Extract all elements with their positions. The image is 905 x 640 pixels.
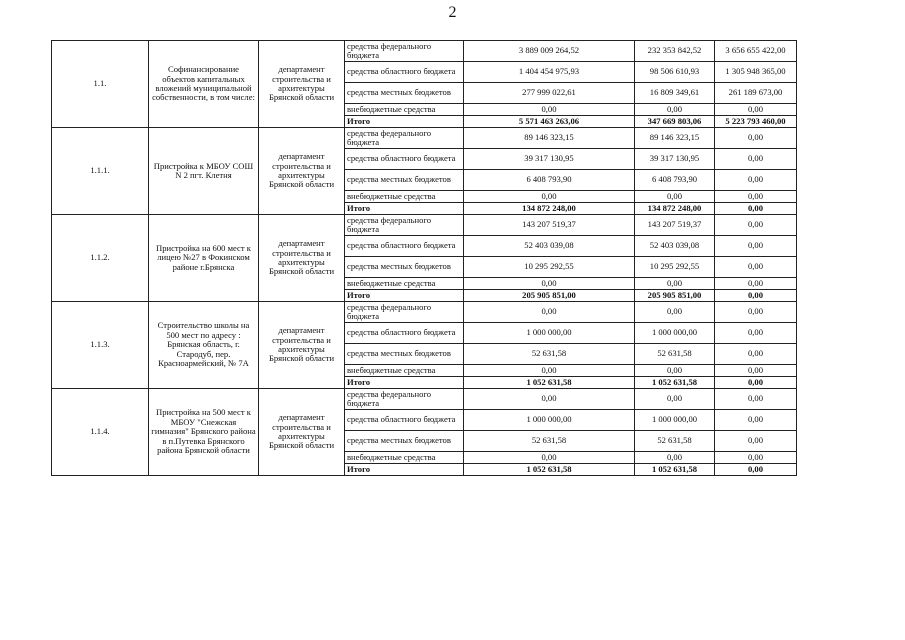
item-number: 1.1.2. [52, 215, 149, 302]
amount-year-2: 0,00 [715, 302, 797, 323]
item-number: 1.1.3. [52, 302, 149, 389]
funding-source-label: средства областного бюджета [345, 410, 464, 431]
amount-year-1: 0,00 [635, 389, 715, 410]
total-amount: 52 403 039,08 [464, 236, 635, 257]
federal-budget-row [52, 41, 797, 62]
amount-year-1: 0,00 [635, 104, 715, 116]
funding-source-label: средства областного бюджета [345, 149, 464, 170]
amount-year-2: 5 223 793 460,00 [715, 116, 797, 128]
amount-year-1: 89 146 323,15 [635, 128, 715, 149]
total-amount: 0,00 [464, 452, 635, 464]
amount-year-2: 0,00 [715, 410, 797, 431]
funding-source-label: внебюджетные средства [345, 278, 464, 290]
amount-year-2: 0,00 [715, 431, 797, 452]
total-amount: 39 317 130,95 [464, 149, 635, 170]
amount-year-2: 3 656 655 422,00 [715, 41, 797, 62]
amount-year-1: 1 052 631,58 [635, 377, 715, 389]
funding-source-label: внебюджетные средства [345, 365, 464, 377]
amount-year-2: 0,00 [715, 149, 797, 170]
funding-source-label: Итого [345, 464, 464, 476]
funding-source-label: средства федерального бюджета [345, 41, 464, 62]
amount-year-1: 1 000 000,00 [635, 410, 715, 431]
item-number: 1.1.1. [52, 128, 149, 215]
amount-year-2: 261 189 673,00 [715, 83, 797, 104]
amount-year-2: 0,00 [715, 215, 797, 236]
amount-year-2: 0,00 [715, 377, 797, 389]
funding-source-label: средства местных бюджетов [345, 257, 464, 278]
total-amount: 1 404 454 975,93 [464, 62, 635, 83]
funding-source-label: Итого [345, 203, 464, 215]
amount-year-1: 0,00 [635, 365, 715, 377]
funding-source-label: средства федерального бюджета [345, 128, 464, 149]
total-amount: 3 889 009 264,52 [464, 41, 635, 62]
amount-year-2: 0,00 [715, 323, 797, 344]
total-amount: 1 000 000,00 [464, 323, 635, 344]
item-name: Пристройка к МБОУ СОШ N 2 пгт. Клетня [149, 128, 259, 215]
budget-table-body [52, 41, 797, 476]
total-amount: 277 999 022,61 [464, 83, 635, 104]
item-name: Строительство школы на 500 мест по адресу : Брянская область, г. Стародуб, пер. Красноармейский, № 7А [149, 302, 259, 389]
total-amount: 52 631,58 [464, 344, 635, 365]
total-amount: 0,00 [464, 365, 635, 377]
funding-source-label: средства местных бюджетов [345, 344, 464, 365]
item-number: 1.1. [52, 41, 149, 128]
amount-year-1: 52 631,58 [635, 344, 715, 365]
page-number: 2 [448, 4, 457, 21]
amount-year-1: 16 809 349,61 [635, 83, 715, 104]
funding-source-label: средства федерального бюджета [345, 389, 464, 410]
item-department: департамент строительства и архитектуры Брянской области [259, 302, 345, 389]
amount-year-2: 0,00 [715, 365, 797, 377]
total-amount: 143 207 519,37 [464, 215, 635, 236]
amount-year-2: 0,00 [715, 191, 797, 203]
amount-year-2: 0,00 [715, 278, 797, 290]
federal-budget-row [52, 128, 797, 149]
funding-source-label: Итого [345, 116, 464, 128]
amount-year-2: 0,00 [715, 236, 797, 257]
amount-year-2: 0,00 [715, 128, 797, 149]
funding-source-label: средства местных бюджетов [345, 83, 464, 104]
funding-source-label: внебюджетные средства [345, 191, 464, 203]
item-department: департамент строительства и архитектуры Брянской области [259, 41, 345, 128]
amount-year-1: 0,00 [635, 191, 715, 203]
amount-year-1: 39 317 130,95 [635, 149, 715, 170]
amount-year-2: 0,00 [715, 203, 797, 215]
federal-budget-row [52, 302, 797, 323]
item-department: департамент строительства и архитектуры Брянской области [259, 128, 345, 215]
total-amount: 6 408 793,90 [464, 170, 635, 191]
amount-year-1: 1 000 000,00 [635, 323, 715, 344]
total-amount: 0,00 [464, 104, 635, 116]
funding-source-label: внебюджетные средства [345, 452, 464, 464]
total-amount: 205 905 851,00 [464, 290, 635, 302]
item-department: департамент строительства и архитектуры Брянской области [259, 389, 345, 476]
total-amount: 134 872 248,00 [464, 203, 635, 215]
total-amount: 5 571 463 263,06 [464, 116, 635, 128]
amount-year-2: 1 305 948 365,00 [715, 62, 797, 83]
funding-source-label: внебюджетные средства [345, 104, 464, 116]
amount-year-1: 0,00 [635, 452, 715, 464]
item-name: Пристройка на 500 мест к МБОУ "Снежская гимназия" Брянского района в п.Путевка Брянского района Брянской области [149, 389, 259, 476]
amount-year-2: 0,00 [715, 170, 797, 191]
total-amount: 1 000 000,00 [464, 410, 635, 431]
item-number: 1.1.4. [52, 389, 149, 476]
amount-year-2: 0,00 [715, 344, 797, 365]
amount-year-2: 0,00 [715, 452, 797, 464]
amount-year-1: 347 669 803,06 [635, 116, 715, 128]
funding-source-label: Итого [345, 377, 464, 389]
amount-year-1: 205 905 851,00 [635, 290, 715, 302]
amount-year-1: 1 052 631,58 [635, 464, 715, 476]
amount-year-1: 52 403 039,08 [635, 236, 715, 257]
amount-year-2: 0,00 [715, 257, 797, 278]
amount-year-1: 0,00 [635, 278, 715, 290]
funding-source-label: Итого [345, 290, 464, 302]
federal-budget-row [52, 389, 797, 410]
budget-table [51, 40, 797, 476]
item-department: департамент строительства и архитектуры Брянской области [259, 215, 345, 302]
amount-year-2: 0,00 [715, 104, 797, 116]
funding-source-label: средства местных бюджетов [345, 170, 464, 191]
amount-year-1: 98 506 610,93 [635, 62, 715, 83]
item-name: Пристройка на 600 мест к лицею №27 в Фокинском районе г.Брянска [149, 215, 259, 302]
amount-year-1: 6 408 793,90 [635, 170, 715, 191]
total-amount: 0,00 [464, 191, 635, 203]
total-amount: 1 052 631,58 [464, 377, 635, 389]
amount-year-2: 0,00 [715, 389, 797, 410]
amount-year-1: 143 207 519,37 [635, 215, 715, 236]
funding-source-label: средства федерального бюджета [345, 302, 464, 323]
amount-year-1: 0,00 [635, 302, 715, 323]
total-amount: 52 631,58 [464, 431, 635, 452]
funding-source-label: средства областного бюджета [345, 62, 464, 83]
amount-year-1: 52 631,58 [635, 431, 715, 452]
funding-source-label: средства областного бюджета [345, 236, 464, 257]
amount-year-2: 0,00 [715, 290, 797, 302]
total-amount: 89 146 323,15 [464, 128, 635, 149]
item-name: Софинансирование объектов капитальных вложений муниципальной собственности, в том числе: [149, 41, 259, 128]
total-amount: 0,00 [464, 389, 635, 410]
funding-source-label: средства областного бюджета [345, 323, 464, 344]
amount-year-1: 134 872 248,00 [635, 203, 715, 215]
federal-budget-row [52, 215, 797, 236]
amount-year-1: 232 353 842,52 [635, 41, 715, 62]
funding-source-label: средства федерального бюджета [345, 215, 464, 236]
funding-source-label: средства местных бюджетов [345, 431, 464, 452]
total-amount: 0,00 [464, 278, 635, 290]
amount-year-1: 10 295 292,55 [635, 257, 715, 278]
total-amount: 10 295 292,55 [464, 257, 635, 278]
total-amount: 0,00 [464, 302, 635, 323]
amount-year-2: 0,00 [715, 464, 797, 476]
total-amount: 1 052 631,58 [464, 464, 635, 476]
